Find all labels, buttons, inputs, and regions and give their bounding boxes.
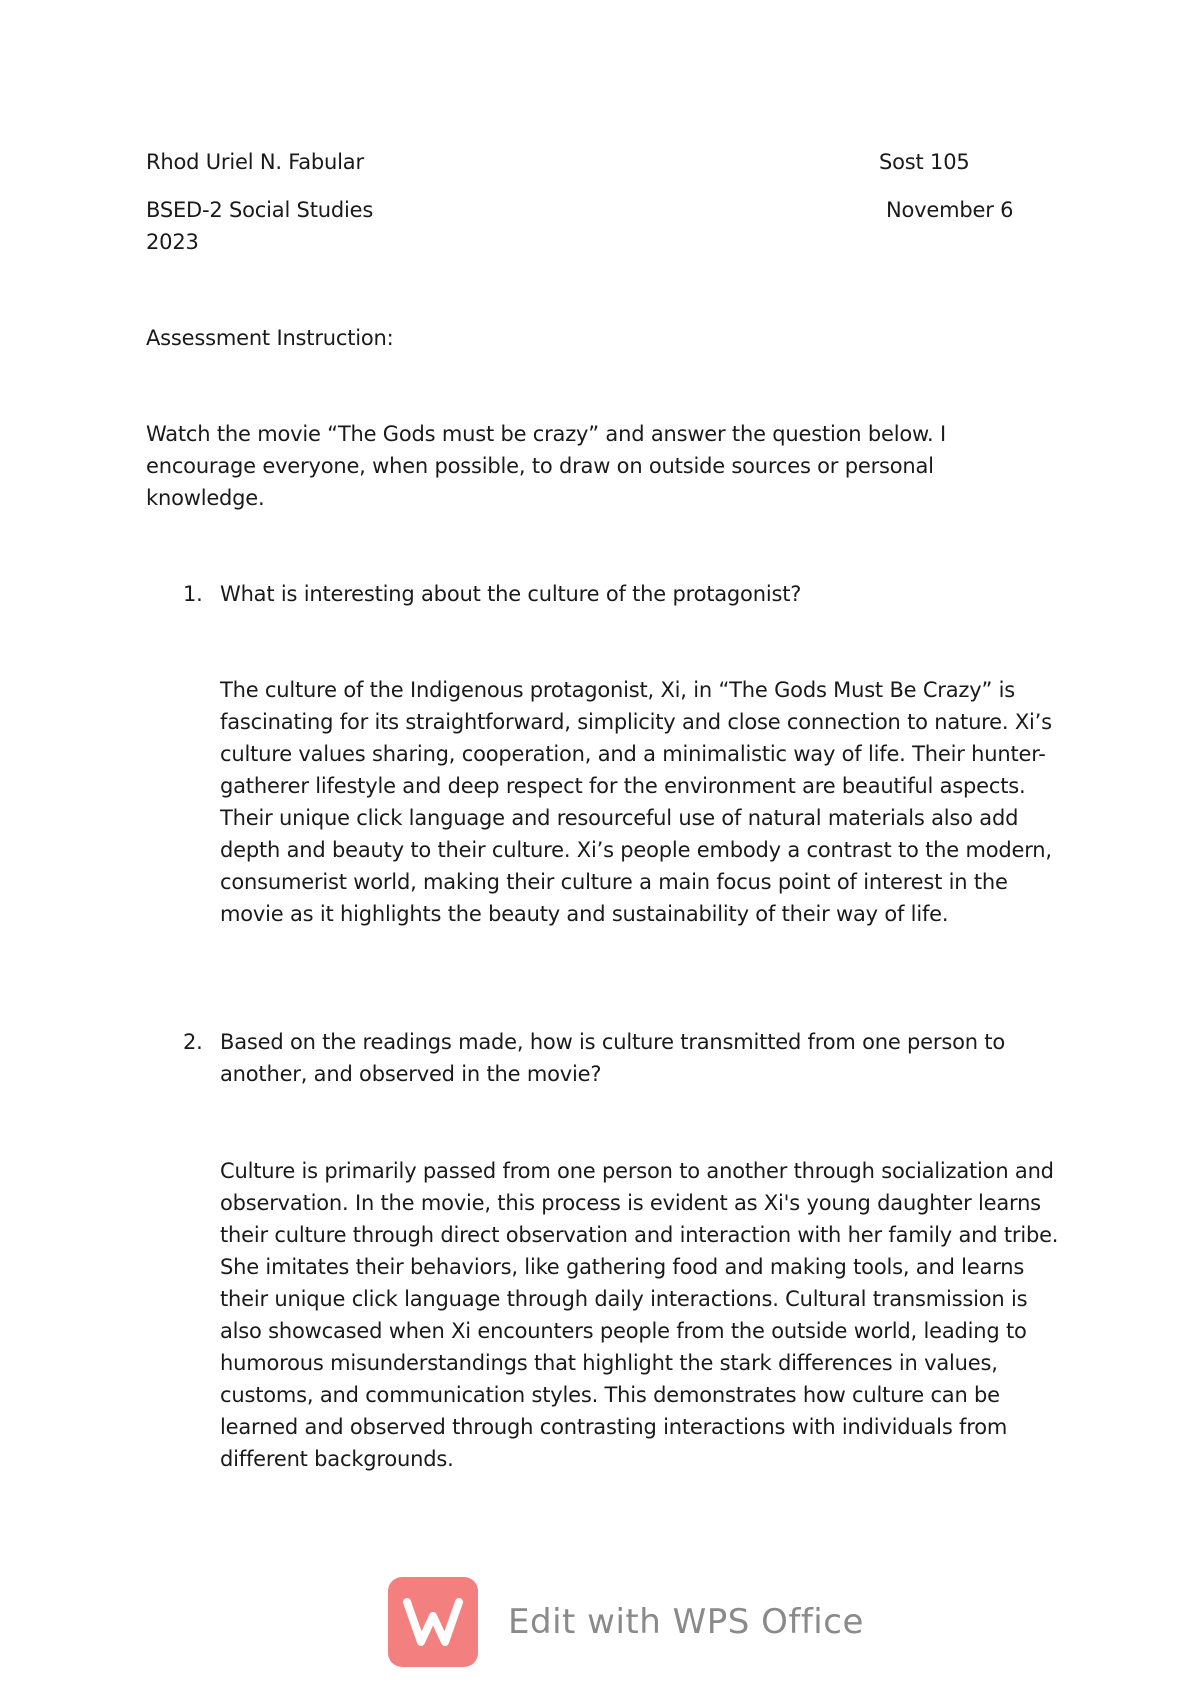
question-number: 1. xyxy=(183,582,203,606)
watermark-text: Edit with WPS Office xyxy=(508,1602,864,1642)
wps-watermark xyxy=(388,1576,864,1668)
course-code: Sost 105 xyxy=(879,150,970,174)
year: 2023 xyxy=(146,230,199,254)
question-text: What is interesting about the culture of the protagonist? xyxy=(220,582,802,606)
instructions-paragraph: Watch the movie “The Gods must be crazy” and answer the question below. I encourage everyone, when possible, to draw on outside sources or personal knowledge. xyxy=(146,422,947,510)
question-1 xyxy=(183,578,1063,610)
date: November 6 xyxy=(886,198,1014,222)
question-2 xyxy=(183,1026,1063,1090)
assessment-heading: Assessment Instruction: xyxy=(146,326,394,350)
student-name: Rhod Uriel N. Fabular xyxy=(146,150,364,174)
answer-1-paragraph: The culture of the Indigenous protagonist, Xi, in “The Gods Must Be Crazy” is fascinating for its straightforward, simplicity and close connection to nature. Xi’s culture values sharing, cooperation, and a minimalistic way of life. Their hunter-gatherer lifestyle and deep respect for the environment are beautiful aspects. Their unique click language and resourceful use of natural materials also add depth and beauty to their culture. Xi’s people embody a contrast to the modern, consumerist world, making their culture a main focus point of interest in the movie as it highlights the beauty and sustainability of their way of life. xyxy=(220,678,1052,926)
question-number: 2. xyxy=(183,1030,203,1054)
question-text: Based on the readings made, how is culture transmitted from one person to another, and observed in the movie? xyxy=(220,1030,1005,1086)
answer-2-paragraph: Culture is primarily passed from one person to another through socialization and observation. In the movie, this process is evident as Xi's young daughter learns their culture through direct observation and interaction with her family and tribe. She imitates their behaviors, like gathering food and making tools, and learns their unique click language through daily interactions. Cultural transmission is also showcased when Xi encounters people from the outside world, leading to humorous misunderstandings that highlight the stark differences in values, customs, and communication styles. This demonstrates how culture can be learned and observed through contrasting interactions with individuals from different backgrounds. xyxy=(220,1159,1059,1471)
program: BSED-2 Social Studies xyxy=(146,198,374,222)
wps-office-logo-icon xyxy=(388,1577,478,1667)
